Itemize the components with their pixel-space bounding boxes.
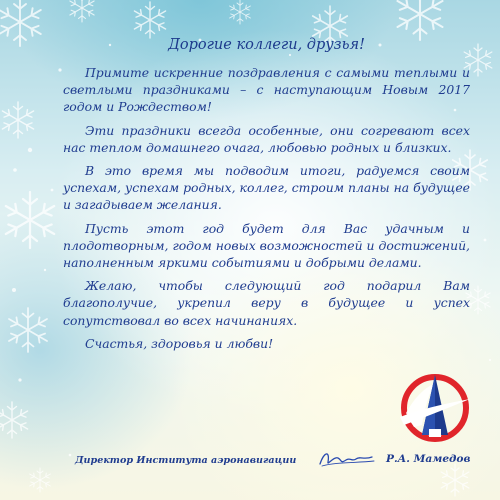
letter-paragraph-1: Примите искренние поздравления с самыми теплыми и светлыми праздниками – с наступающим Новым 2017 годом и Рождеством!	[63, 65, 470, 115]
snowflake-icon	[0, 402, 28, 438]
letter-paragraph-4: Пусть этот год будет для Вас удачным и плодотворным, годом новых возможностей и достижений, наполненным яркими событиями и добрыми делами.	[63, 220, 470, 271]
snowflake-icon	[230, 0, 251, 24]
institute-logo-icon	[396, 369, 474, 447]
snowflake-icon	[398, 0, 443, 40]
director-title: Директор Института аэронавигации	[75, 455, 297, 466]
director-name: Р.А. Мамедов	[386, 453, 471, 465]
letter-paragraph-5: Желаю, чтобы следующий год подарил Вам благополучие, укрепил веру в будущее и успех сопутствовал во всех начинаниях.	[63, 278, 470, 328]
letter-paragraph-2: Эти праздники всегда особенные, они согревают всех нас теплом домашнего очага, любовью родных и близких.	[63, 122, 470, 155]
snowflake-icon	[2, 102, 33, 138]
snowflake-icon	[9, 308, 47, 352]
letter-greeting: Дорогие коллеги, друзья!	[168, 37, 365, 53]
handwritten-signature-icon	[316, 448, 376, 470]
snowflake-icon	[0, 0, 41, 46]
letter-body	[63, 36, 470, 358]
snowflake-icon	[6, 192, 54, 248]
snowflake-icon	[70, 0, 94, 22]
snowflake-icon	[134, 2, 165, 38]
signature-block	[0, 452, 500, 476]
letter-closing: Счастья, здоровья и любви!	[85, 335, 274, 351]
letter-paragraph-3: В это время мы подводим итоги, радуемся своим успехам, успехам родных, коллег, строим планы на будущее и загадываем желания.	[63, 163, 470, 213]
